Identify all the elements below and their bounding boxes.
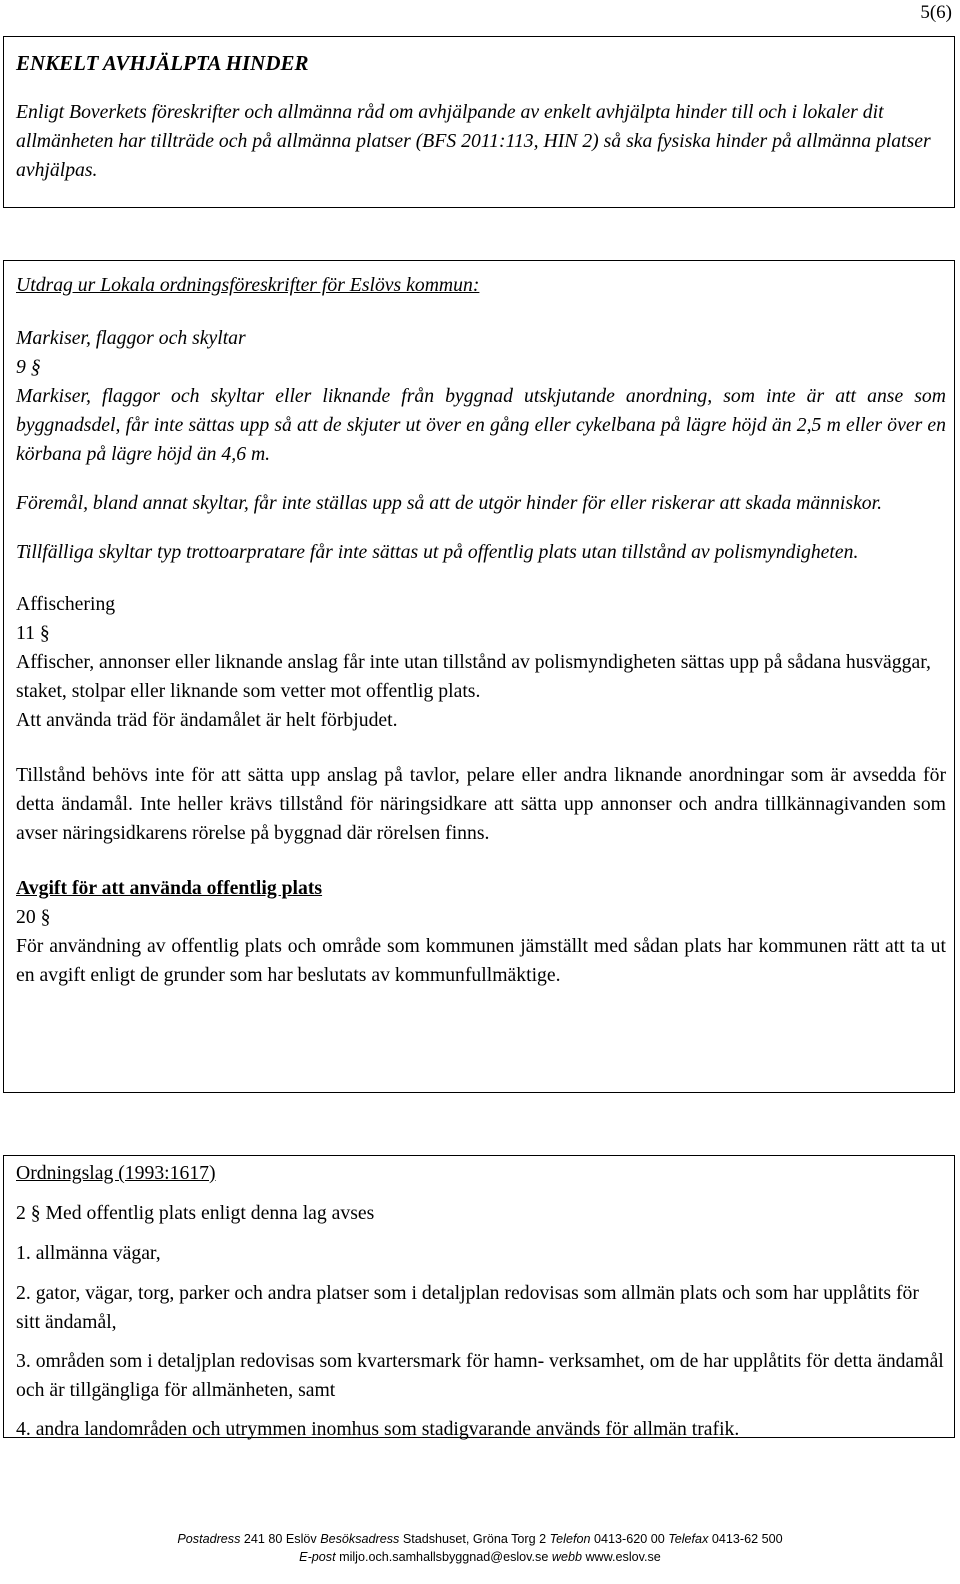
- page-number: 5(6): [920, 2, 952, 23]
- markiser-text-3: Tillfälliga skyltar typ trottoarpratare får inte sättas ut på offentlig plats utan tillstånd av polismyndigheten.: [16, 541, 859, 563]
- affischering-paragraph-number: 11 §: [16, 622, 50, 644]
- section-text: Enligt Boverkets föreskrifter och allmänna råd om avhjälpande av enkelt avhjälpta hinder till och i lokaler dit allmänheten har tillträde och på allmänna platser (BFS 2011:113, HIN 2) så ska fysiska hinder på allmänna platser avhjälpas.: [16, 101, 931, 181]
- section-lokala-ordningsforeskrifter: [3, 260, 955, 1093]
- epost-link[interactable]: miljo.och.samhallsbyggnad@eslov.se: [339, 1550, 549, 1564]
- webb-label: webb: [551, 1550, 582, 1564]
- affischering-text-2: Tillstånd behövs inte för att sätta upp anslag på tavlor, pelare eller andra liknande anordningar som är avsedda för detta ändamål. Inte heller krävs tillstånd för näringsidkare att sätta upp annonser och andra tillkännagivanden som avser näringsidkarens rörelse på byggnad där rörelsen finns.: [16, 764, 946, 844]
- list-item: 3. områden som i detaljplan redovisas som kvartersmark för hamn- verksamhet, om de har upplåtits för detta ändamål och är tillgängliga för allmänheten, samt: [16, 1350, 944, 1401]
- epost-label: E-post: [299, 1550, 336, 1564]
- ordningslag-intro: 2 § Med offentlig plats enligt denna lag avses: [16, 1202, 375, 1224]
- markiser-text-1: Markiser, flaggor och skyltar eller liknande från byggnad utskjutande anordning, som inte är att anse som byggnadsdel, får inte sättas upp så att de skjuter ut över en gång eller cykelbana på lägre höjd än 2,5 m eller över en körbana på lägre höjd än 4,6 m.: [16, 385, 946, 465]
- affischering-text-1: Affischer, annonser eller liknande anslag får inte utan tillstånd av polismyndigheten sättas upp på sådana husväggar, staket, stolpar eller liknande som vetter mot offentlig plats.: [16, 651, 931, 702]
- telefon-label: Telefon: [549, 1532, 591, 1546]
- postadress-value: 241 80 Eslöv: [243, 1532, 317, 1546]
- footer-line-1: [0, 1532, 960, 1546]
- markiser-paragraph-number: 9 §: [16, 356, 41, 378]
- avgift-paragraph-number: 20 §: [16, 906, 51, 928]
- section-ordningslag: [3, 1155, 955, 1438]
- footer-line-2: [0, 1550, 960, 1564]
- section-enkelt-avhjalpta-hinder: [3, 36, 955, 208]
- markiser-heading: Markiser, flaggor och skyltar: [16, 327, 246, 349]
- markiser-text-2: Föremål, bland annat skyltar, får inte ställas upp så att de utgör hinder för eller riskerar att skada människor.: [16, 492, 883, 514]
- webb-link[interactable]: www.eslov.se: [585, 1550, 661, 1564]
- avgift-text: För användning av offentlig plats och område som kommunen jämställt med sådan plats har kommunen rätt att ta ut en avgift enligt de grunder som har beslutats av kommunfullmäktige.: [16, 935, 946, 986]
- telefax-label: Telefax: [668, 1532, 709, 1546]
- section-heading: ENKELT AVHJÄLPTA HINDER: [16, 51, 309, 75]
- affischering-heading: Affischering: [16, 593, 116, 615]
- avgift-heading: Avgift för att använda offentlig plats: [16, 877, 323, 899]
- ordningslag-title: Ordningslag (1993:1617): [16, 1162, 216, 1184]
- list-item: 1. allmänna vägar,: [16, 1242, 161, 1264]
- postadress-label: Postadress: [177, 1532, 241, 1546]
- telefon-value: 0413-620 00: [593, 1532, 665, 1546]
- section-title: Utdrag ur Lokala ordningsföreskrifter för Eslövs kommun:: [16, 274, 480, 296]
- affischering-text-1b: Att använda träd för ändamålet är helt förbjudet.: [16, 709, 398, 731]
- list-item: 4. andra landområden och utrymmen inomhus som stadigvarande används för allmän trafik.: [16, 1418, 740, 1440]
- besoksadress-value: Stadshuset, Gröna Torg 2: [402, 1532, 547, 1546]
- telefax-value: 0413-62 500: [711, 1532, 783, 1546]
- list-item: 2. gator, vägar, torg, parker och andra platser som i detaljplan redovisas som allmän plats och som har upplåtits för sitt ändamål,: [16, 1282, 919, 1333]
- besoksadress-label: Besöksadress: [320, 1532, 400, 1546]
